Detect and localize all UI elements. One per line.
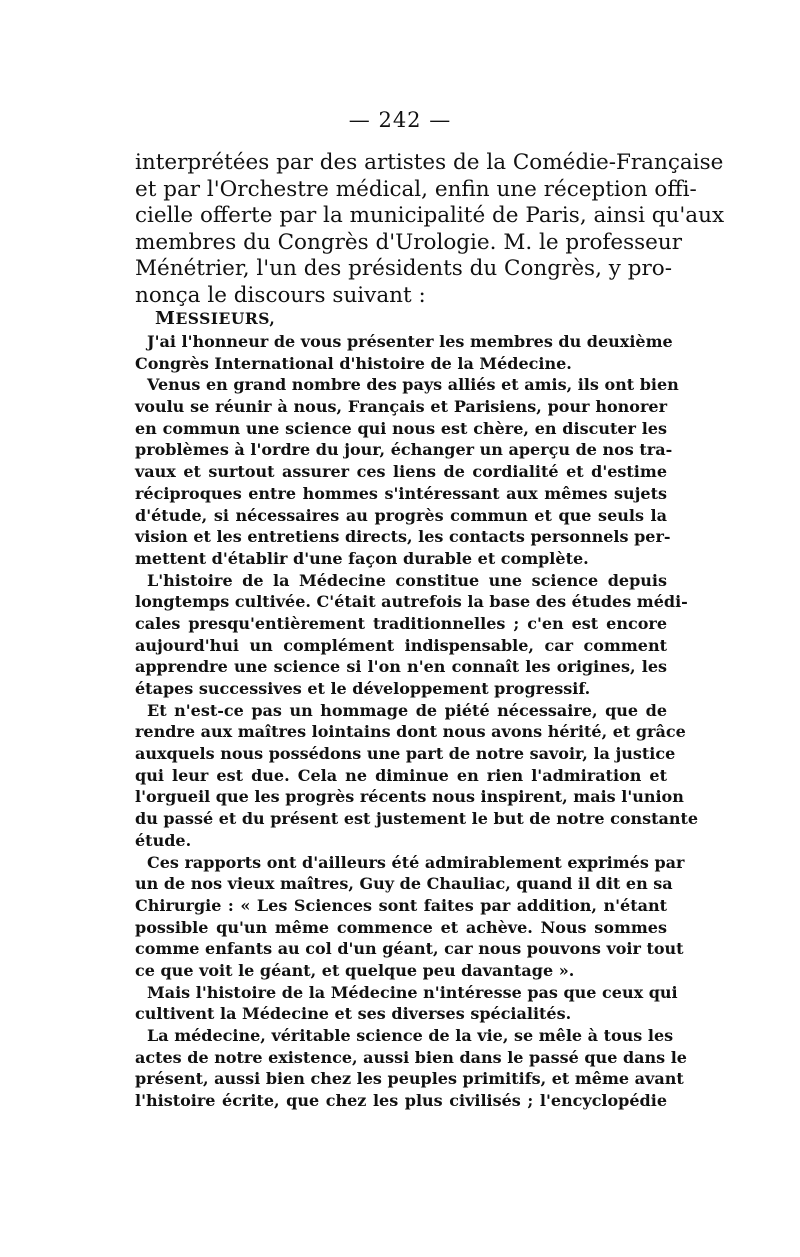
text-line: vaux et surtout assurer ces liens de cordialité et d'estime [135,462,667,482]
text-line: réciproques entre hommes s'intéressant aux mêmes sujets [135,483,667,503]
text-line: longtemps cultivée. C'était autrefois la base des études médi- [135,592,688,612]
salutation-initial: M [155,308,176,329]
text-line: du passé et du présent est justement le but de notre constante [135,809,699,829]
text-line: cielle offerte par la municipalité de Paris, ainsi qu'aux [135,203,725,228]
text-line: L'histoire de la Médecine constitue une science depuis [147,570,667,590]
text-line: Et n'est-ce pas un hommage de piété nécessaire, que de [147,700,667,720]
text-line: vision et les entretiens directs, les contacts personnels per- [135,527,671,547]
speech-text [135,331,699,1112]
text-line: un de nos vieux maîtres, Guy de Chauliac, quand il dit en sa [135,874,673,894]
text-line: aujourd'hui un complément indispensable, car comment [135,635,667,655]
text-line: J'ai l'honneur de vous présenter les membres du deuxième [147,332,673,351]
text-line: l'histoire écrite, que chez les plus civilisés ; l'encyclopédie [135,1091,667,1111]
text-line: ce que voit le géant, et quelque peu davantage ». [135,960,575,980]
text-line: apprendre une science si l'on n'en connaît les origines, les [135,657,667,677]
text-line: Chirurgie : « Les Sciences sont faites par addition, n'étant [135,895,667,915]
text-line: Ces rapports ont d'ailleurs été admirablement exprimés par [147,852,685,872]
text-line: cultivent la Médecine et ses diverses spécialités. [135,1004,572,1024]
text-line: comme enfants au col d'un géant, car nous pouvons voir tout [135,939,684,959]
text-line: mettent d'établir d'une façon durable et complète. [135,548,589,568]
text-line: problèmes à l'ordre du jour, échanger un aperçu de nos tra- [135,440,673,460]
text-line: Congrès International d'histoire de la Médecine. [135,353,572,373]
text-line: cales presqu'entièrement traditionnelles ; c'en est encore [135,613,667,633]
text-line: voulu se réunir à nous, Français et Parisiens, pour honorer [135,397,667,417]
text-line: La médecine, véritable science de la vie, se mêle à tous les [147,1026,674,1045]
text-line: en commun une science qui nous est chère, en discuter les [135,418,667,438]
text-line: rendre aux maîtres lointains dont nous avons hérité, et grâce [135,722,686,742]
text-line: d'étude, si nécessaires au progrès commun et que seuls la [135,505,667,525]
text-line: étude. [135,830,192,850]
text-line: membres du Congrès d'Urologie. M. le professeur [135,229,683,255]
text-line: présent, aussi bien chez les peuples primitifs, et même avant [135,1069,684,1089]
text-line: nonça le discours suivant : [135,282,426,308]
text-line: l'orgueil que les progrès récents nous inspirent, mais l'union [135,787,684,807]
salutation-rest: ESSIEURS, [175,309,276,328]
text-line: Ménétrier, l'un des présidents du Congrès, y pro- [135,256,672,281]
text-line: Mais l'histoire de la Médecine n'intéresse pas que ceux qui [147,982,678,1002]
text-line: qui leur est due. Cela ne diminue en rien l'admiration et [135,765,667,785]
text-line: auxquels nous possédons une part de notre savoir, la justice [135,744,676,764]
page-number: — 242 — [348,108,452,132]
text-line: possible qu'un même commence et achève. Nous sommes [135,917,667,937]
text-line: et par l'Orchestre médical, enfin une réception offi- [135,176,697,202]
text-line: actes de notre existence, aussi bien dans le passé que dans le [135,1047,687,1067]
intro-paragraph [135,150,725,309]
text-line: interprétées par des artistes de la Comédie-Française [135,150,724,175]
speech-salutation [155,308,275,329]
text-line: Venus en grand nombre des pays alliés et amis, ils ont bien [147,375,679,395]
text-line: étapes successives et le développement progressif. [135,679,591,698]
